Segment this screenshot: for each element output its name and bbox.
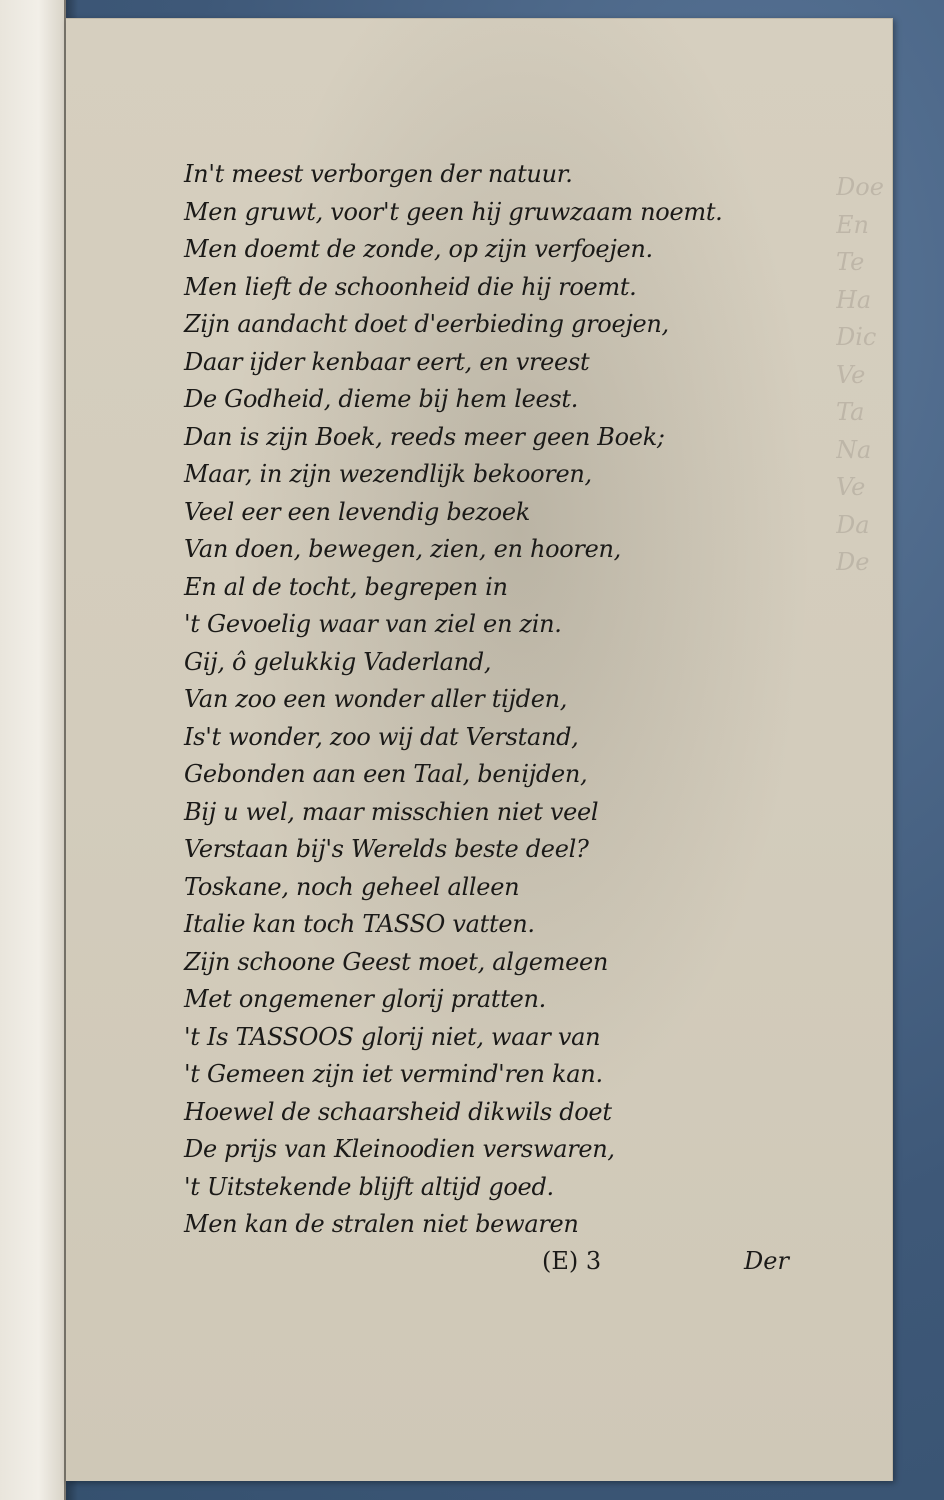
- poem-line: Van doen, bewegen, zien, en hooren,: [184, 535, 621, 563]
- poem-line: Gebonden aan een Taal, benijden,: [184, 760, 588, 788]
- poem-line: De Godheid, dieme bij hem leest.: [184, 385, 579, 413]
- poem-line: Veel eer een levendig bezoek: [184, 497, 530, 526]
- poem-line: Men lieft de schoonheid die hij roemt.: [184, 272, 637, 301]
- poem-line: In't meest verborgen der natuur.: [184, 160, 573, 188]
- poem-line: Maar, in zijn wezendlijk bekooren,: [184, 460, 592, 488]
- poem-line: 't Gemeen zijn iet vermind'ren kan.: [184, 1060, 603, 1088]
- poem-line: Verstaan bij's Werelds beste deel?: [184, 835, 589, 863]
- book-page: [66, 18, 893, 1481]
- poem-line: Dan is zijn Boek, reeds meer geen Boek;: [184, 422, 665, 451]
- poem-line: Zijn schoone Geest moet, algemeen: [184, 947, 609, 976]
- poem-line: Men doemt de zonde, op zijn verfoejen.: [184, 235, 653, 263]
- poem-line: Bij u wel, maar misschien niet veel: [184, 797, 599, 826]
- poem-line: Zijn aandacht doet d'eerbieding groejen,: [184, 310, 669, 338]
- poem-line: Van zoo een wonder aller tijden,: [184, 685, 568, 713]
- bleed-through-text: Doe En Te Ha Dic Ve Ta Na Ve Da De: [836, 173, 884, 576]
- poem-text: [184, 156, 864, 1244]
- poem-line: Hoewel de schaarsheid dikwils doet: [184, 1097, 612, 1126]
- poem-line: Men kan de stralen niet bewaren: [184, 1210, 579, 1238]
- poem-line: Daar ijder kenbaar eert, en vreest: [184, 347, 590, 376]
- catchword: Der: [744, 1247, 789, 1275]
- poem-line: 't Is TASSOOS glorij niet, waar van: [184, 1022, 601, 1051]
- poem-line: Men gruwt, voor't geen hij gruwzaam noemt.: [184, 197, 723, 226]
- facing-page-edge: [0, 0, 66, 1500]
- page-footer: [66, 1247, 892, 1283]
- poem-line: Toskane, noch geheel alleen: [184, 872, 520, 901]
- poem-line: Italie kan toch TASSO vatten.: [184, 910, 535, 938]
- poem-line: Gij, ô gelukkig Vaderland,: [184, 647, 492, 676]
- poem-line: Met ongemener glorij pratten.: [184, 985, 546, 1013]
- signature-mark: (E) 3: [542, 1247, 602, 1275]
- poem-line: 't Gevoelig waar van ziel en zin.: [184, 610, 562, 638]
- poem-line: 't Uitstekende blijft altijd goed.: [184, 1172, 554, 1201]
- poem-line: De prijs van Kleinoodien verswaren,: [184, 1135, 615, 1163]
- poem-line: En al de tocht, begrepen in: [184, 572, 508, 601]
- poem-line: Is't wonder, zoo wij dat Verstand,: [184, 722, 579, 751]
